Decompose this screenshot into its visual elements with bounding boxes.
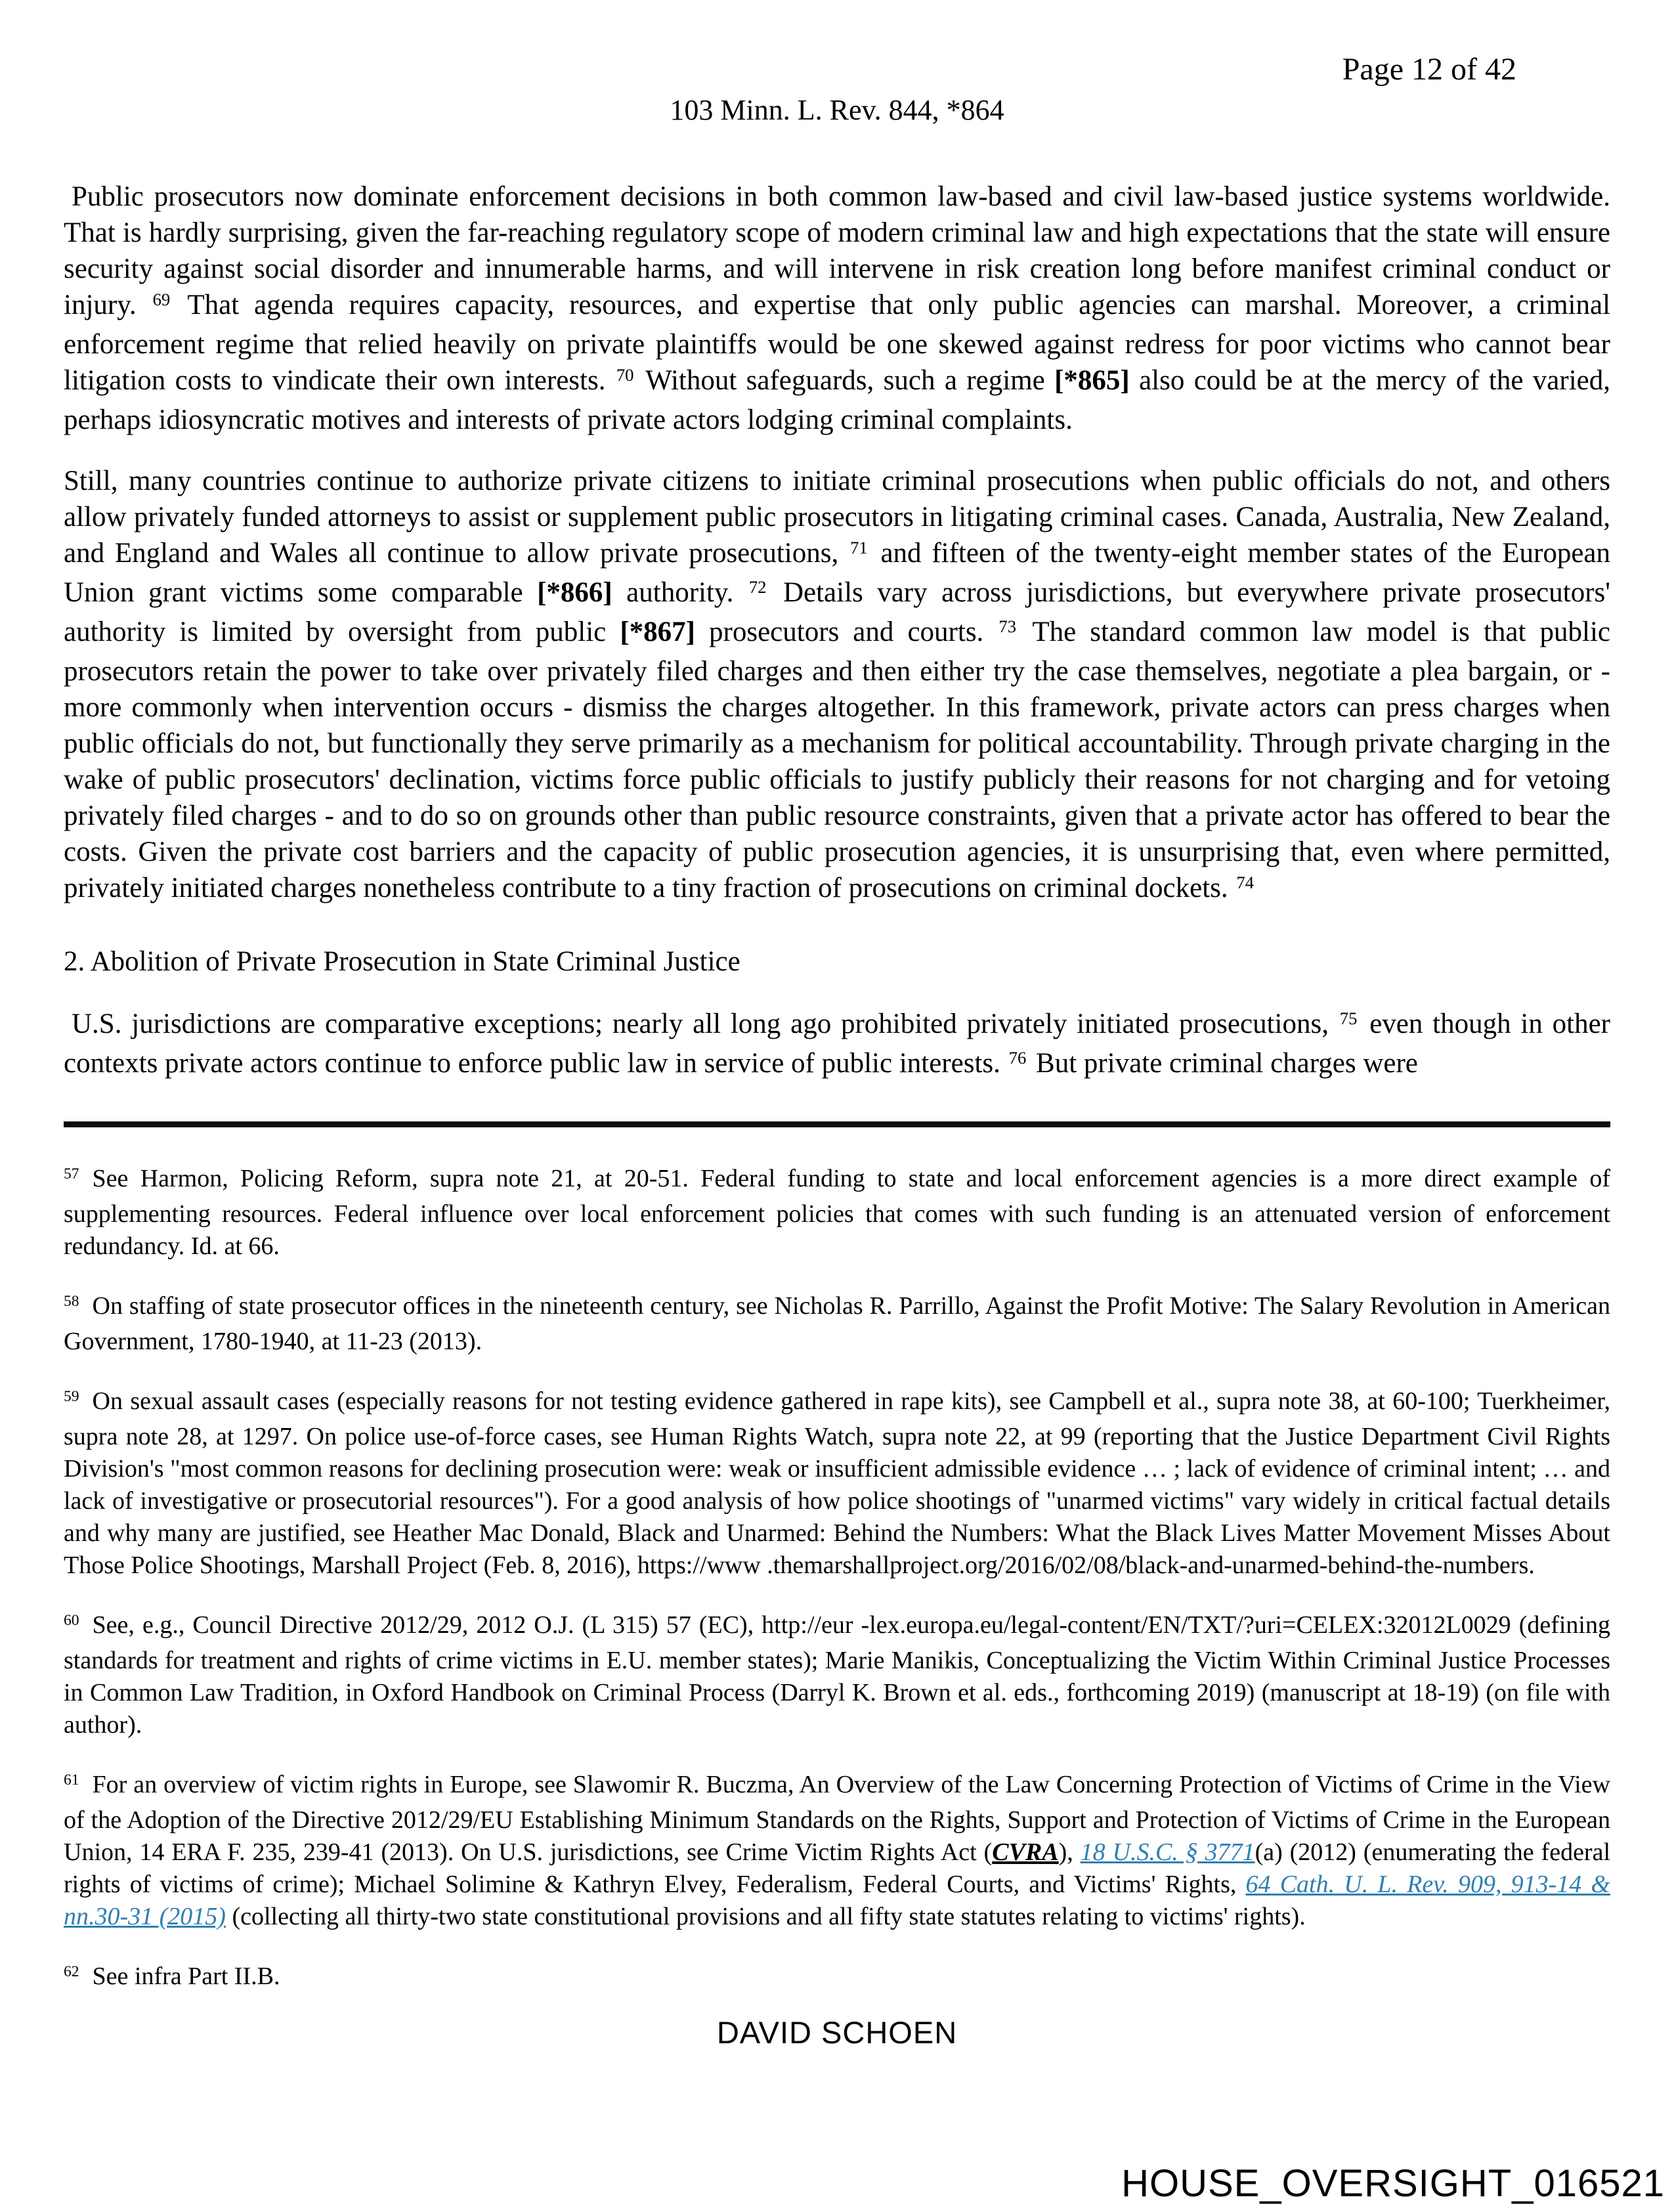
text-run: also could be at the mercy of the varied, perhaps idiosyncratic motives and interests of private actors lodging criminal complaints. [64, 365, 1610, 435]
page-number-header: Page 12 of 42 [1342, 52, 1516, 87]
citation-header: 103 Minn. L. Rev. 844, *864 [670, 94, 1004, 126]
footnote-reference: 70 [616, 364, 634, 385]
cvra-link[interactable]: CVRA [992, 1838, 1059, 1866]
footnote-reference: 76 [1008, 1047, 1027, 1068]
body-paragraph-2 [64, 463, 1610, 909]
section-heading: 2. Abolition of Private Prosecution in State Criminal Justice [64, 946, 740, 977]
page-marker: [*867] [620, 617, 695, 647]
text-run: and fifteen of the twenty-eight member states of the European Union grant victims some comparable [64, 538, 1610, 608]
body-paragraph-3 [64, 1006, 1610, 1085]
text-run: (a) (2012) (enumerating the federal rights of victims of crime); Michael Solimine & Kathryn Elvey, Federalism, Federal Courts, and Victims' Rights, [64, 1838, 1611, 1898]
footnote-number: 62 [64, 1963, 79, 1981]
text-run: Still, many countries continue to authorize private citizens to initiate criminal prosecutions when public officials do not, and others allow privately funded attorneys to assist or supplement public prosecutors in litigating criminal cases. Canada, Australia, New Zealand, and England and Wales all continue to allow private prosecutions, [64, 466, 1610, 569]
footnotes-section [64, 1163, 1610, 1996]
footnote-61 [64, 1769, 1610, 1933]
footnote-62 [64, 1961, 1610, 1996]
text-run: See, e.g., Council Directive 2012/29, 2012 O.J. (L 315) 57 (EC), http://eur -lex.europa.eu/legal-content/EN/TXT/?uri=CELEX:32012L0029 (defining standards for treatment and rights of crime victims in E.U. member states); Marie Manikis, Conceptualizing the Victim Within Criminal Justice Processes in Common Law Tradition, in Oxford Handbook on Criminal Process (Darryl K. Brown et al. eds., forthcoming 2019) (manuscript at 18-19) (on file with author). [64, 1611, 1610, 1739]
footnote-reference: 75 [1339, 1008, 1358, 1028]
text-run: ), [1058, 1838, 1081, 1866]
text-run: See Harmon, Policing Reform, supra note 21, at 20-51. Federal funding to state and local enforcement agencies is a more direct example of supplementing resources. Federal influence over local enforcement policies that comes with such funding is an attenuated version of enforcement redundancy. Id. at 66. [64, 1165, 1610, 1260]
footnote-reference: 71 [850, 537, 868, 557]
text-run: authority. [612, 577, 748, 608]
footnote-number: 57 [64, 1165, 79, 1183]
text-run: Details vary across jurisdictions, but everywhere private prosecutors' authority is limited by oversight from public [64, 577, 1611, 647]
footer-author-name: DAVID SCHOEN [716, 2015, 958, 2050]
text-run: (collecting all thirty-two state constitutional provisions and all fifty state statutes relating to victims' rights). [225, 1903, 1306, 1930]
text-run: even though in other contexts private actors continue to enforce public law in service of public interests. [64, 1008, 1610, 1079]
footnote-reference: 74 [1236, 872, 1255, 892]
text-run: U.S. jurisdictions are comparative exceptions; nearly all long ago prohibited privately initiated prosecutions, [72, 1008, 1339, 1039]
text-run: But private criminal charges were [1029, 1048, 1418, 1079]
citation-link[interactable]: 18 U.S.C. § 3771 [1080, 1838, 1255, 1866]
text-run: prosecutors and courts. [695, 617, 998, 647]
citation-link[interactable]: 64 Cath. U. L. Rev. 909, 913-14 & nn.30-31 (2015) [64, 1871, 1610, 1930]
text-run: That agenda requires capacity, resources, and expertise that only public agencies can marshal. Moreover, a criminal enforcement regime that relied heavily on private plaintiffs would be one skewed against redress for poor victims who cannot bear litigation costs to vindicate their own interests. [64, 290, 1611, 396]
page-marker: [*865] [1054, 365, 1130, 396]
text-run: On staffing of state prosecutor offices in the nineteenth century, see Nicholas R. Parrillo, Against the Profit Motive: The Salary Revolution in American Government, 1780-1940, at 11-23 (2013). [64, 1292, 1610, 1355]
page-marker: [*866] [537, 577, 612, 608]
bates-number: HOUSE_OVERSIGHT_016521 [1121, 2162, 1665, 2205]
footnote-number: 59 [64, 1388, 79, 1406]
footnote-60 [64, 1609, 1610, 1741]
footnote-reference: 69 [152, 289, 171, 309]
footnote-number: 58 [64, 1293, 79, 1311]
text-run: For an overview of victim rights in Europe, see Slawomir R. Buczma, An Overview of the Law Concerning Protection of Victims of Crime in the View of the Adoption of the Directive 2012/29/EU Establishing Minimum Standards on the Rights, Support and Protection of Victims of Crime in the European Union, 14 ERA F. 235, 239-41 (2013). On U.S. jurisdictions, see Crime Victim Rights Act ( [64, 1771, 1610, 1866]
text-run: Without safeguards, such a regime [636, 365, 1055, 396]
text-run: On sexual assault cases (especially reasons for not testing evidence gathered in rape kits), see Campbell et al., supra note 38, at 60-100; Tuerkheimer, supra note 28, at 1297. On police use-of-force cases, see Human Rights Watch, supra note 22, at 99 (reporting that the Justice Department Civil Rights Division's "most common reasons for declining prosecution were: weak or insufficient admissible evidence … ; lack of evidence of criminal intent; … and lack of investigative or prosecutorial resources"). For a good analysis of how police shootings of "unarmed victims" vary widely in critical factual details and why many are justified, see Heather Mac Donald, Black and Unarmed: Behind the Numbers: What the Black Lives Matter Movement Misses About Those Police Shootings, Marshall Project (Feb. 8, 2016), https://www .themarshallproject.org/2016/02/08/black-and-unarmed-behind-the-numbers. [64, 1387, 1610, 1579]
footnote-59 [64, 1385, 1610, 1582]
footnote-separator-rule [64, 1121, 1610, 1127]
text-run: Public prosecutors now dominate enforcement decisions in both common law-based and civil law-based justice systems worldwide. That is hardly surprising, given the far-reaching regulatory scope of modern criminal law and high expectations that the state will ensure security against social disorder and innumerable harms, and will intervene in risk creation long before manifest criminal conduct or injury. [64, 181, 1610, 320]
footnote-reference: 73 [998, 616, 1017, 636]
footnote-number: 61 [64, 1771, 79, 1789]
footnote-58 [64, 1290, 1610, 1358]
body-paragraph-1 [64, 179, 1610, 438]
text-run: The standard common law model is that public prosecutors retain the power to take over privately filed charges and then either try the case themselves, negotiate a plea bargain, or - more commonly when intervention occurs - dismiss the charges altogether. In this framework, private actors can press charges when public officials do not, but functionally they serve primarily as a mechanism for political accountability. Through private charging in the wake of public prosecutors' declination, victims force public officials to justify publicly their reasons for not charging and for vetoing privately filed charges - and to do so on grounds other than public resource constraints, given that a private actor has offered to bear the costs. Given the private cost barriers and the capacity of public prosecution agencies, it is unsurprising that, even where permitted, privately initiated charges nonetheless contribute to a tiny fraction of prosecutions on criminal dockets. [64, 617, 1610, 903]
text-run: See infra Part II.B. [92, 1963, 280, 1990]
footnote-number: 60 [64, 1612, 79, 1630]
footnote-57 [64, 1163, 1610, 1263]
footnote-reference: 72 [748, 576, 767, 597]
